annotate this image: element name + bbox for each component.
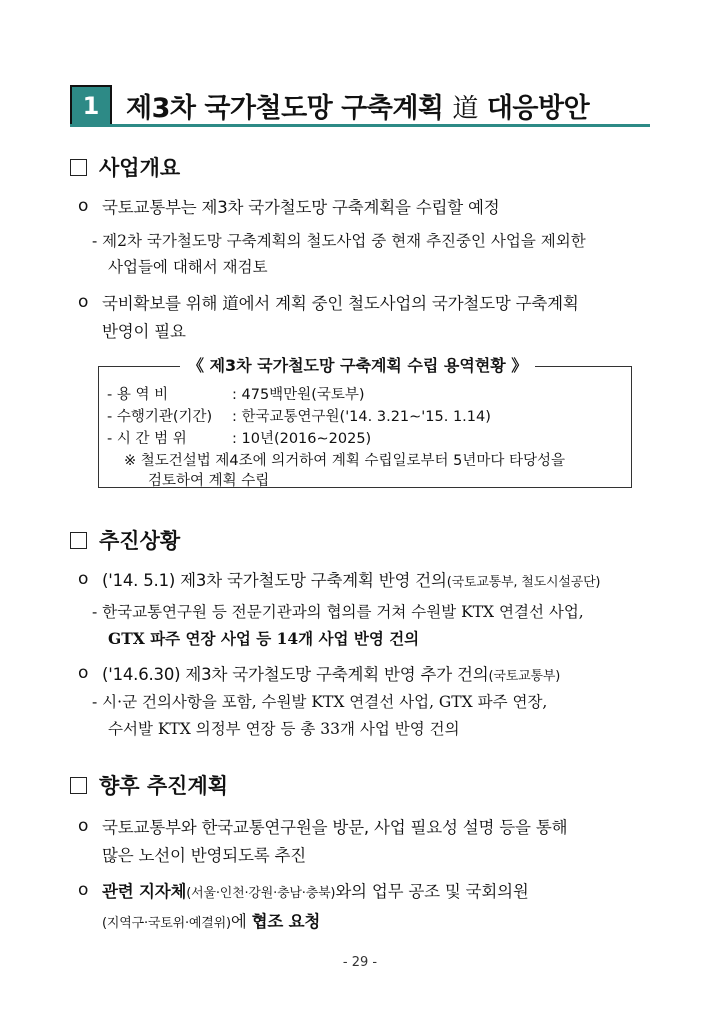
section-heading-text: 사업개요: [99, 156, 181, 180]
title-province-char: 道: [452, 94, 478, 124]
bullet-note: (국토교통부, 철도시설공단): [446, 575, 601, 590]
sub-item-text: 수서발 KTX 의정부 연장 등 총 33개 사업 반영 건의: [108, 720, 460, 738]
bullet-circle: o: [78, 292, 89, 312]
bullet-text: 많은 노선이 반영되도록 추진: [102, 846, 307, 865]
bullet-circle: o: [78, 569, 89, 589]
bullet-main-text: ('14. 5.1) 제3차 국가철도망 구축계획 반영 건의: [102, 571, 447, 590]
bullet-main-text: 와의 업무 공조 및 국회의원: [335, 882, 529, 901]
bullet-note: (국토교통부): [488, 669, 561, 684]
bullet-circle: o: [78, 196, 89, 216]
info-row-label: - 용 역 비: [107, 387, 169, 403]
title-underline: [70, 124, 650, 127]
info-row-label: - 수행기관(기간): [107, 409, 213, 425]
sub-item-text: - 제2차 국가철도망 구축계획의 철도사업 중 현재 추진중인 사업을 제외한: [92, 232, 586, 250]
bullet-text: [102, 567, 600, 591]
section-number-box: [70, 85, 112, 127]
bullet-text: 반영이 필요: [102, 322, 186, 341]
bullet-text: [102, 878, 529, 902]
bullet-text: [102, 908, 320, 932]
page-title: [126, 86, 589, 125]
bullet-bold-text: 협조 요청: [251, 912, 321, 931]
info-row-value: : 한국교통연구원('14. 3.21∼'15. 1.14): [232, 409, 491, 425]
section-heading-text: 추진상황: [99, 529, 181, 553]
sub-item-text: GTX 파주 연장 사업 등 14개 사업 반영 건의: [108, 629, 420, 648]
sub-item-text: - 시·군 건의사항을 포함, 수원발 KTX 연결선 사업, GTX 파주 연장,: [92, 693, 548, 711]
bullet-text: 국토교통부는 제3차 국가철도망 구축계획을 수립할 예정: [102, 198, 500, 217]
checkbox-square-icon: [70, 159, 87, 176]
title-text: 제3차 국가철도망 구축계획: [126, 93, 444, 124]
bullet-main-text: ('14.6.30) 제3차 국가철도망 구축계획 반영 추가 건의: [102, 665, 489, 684]
title-suffix: 대응방안: [486, 93, 590, 124]
bullet-circle: o: [78, 816, 89, 836]
section-heading-overview: [70, 152, 180, 182]
bullet-bold-text: 관련 지자체: [102, 882, 187, 901]
section-heading-text: 향후 추진계획: [99, 774, 229, 798]
sub-item-text: 사업들에 대해서 재검토: [108, 258, 268, 276]
info-row-value: : 10년(2016∼2025): [232, 431, 372, 447]
checkbox-square-icon: [70, 777, 87, 794]
bullet-text: [102, 661, 560, 685]
bullet-note: (지역구·국토위·예결위): [102, 916, 231, 931]
bullet-text: 국토교통부와 한국교통연구원을 방문, 사업 필요성 설명 등을 통해: [102, 818, 568, 837]
info-row-label: - 시 간 범 위: [107, 431, 187, 447]
sub-item-text: - 한국교통연구원 등 전문기관과의 협의를 거쳐 수원발 KTX 연결선 사업,: [92, 603, 584, 621]
bullet-circle: o: [78, 663, 89, 683]
bullet-main-text: 에: [230, 912, 247, 931]
info-note: 검토하여 계획 수립: [148, 473, 270, 489]
section-heading-progress: [70, 525, 180, 555]
info-row-value: : 475백만원(국토부): [232, 387, 365, 403]
bullet-note: (서울·인천·강원·충남·충북): [186, 886, 336, 901]
section-heading-plan: [70, 770, 228, 800]
bullet-text: 국비확보를 위해 道에서 계획 중인 철도사업의 국가철도망 구축계획: [102, 294, 579, 313]
page-number: - 29 -: [342, 955, 378, 970]
info-note: ※ 철도건설법 제4조에 의거하여 계획 수립일로부터 5년마다 타당성을: [124, 453, 566, 469]
checkbox-square-icon: [70, 532, 87, 549]
section-number: 1: [82, 92, 100, 120]
info-box-title: 《 제3차 국가철도망 구축계획 수립 용역현황 》: [180, 353, 535, 376]
bullet-circle: o: [78, 880, 89, 900]
